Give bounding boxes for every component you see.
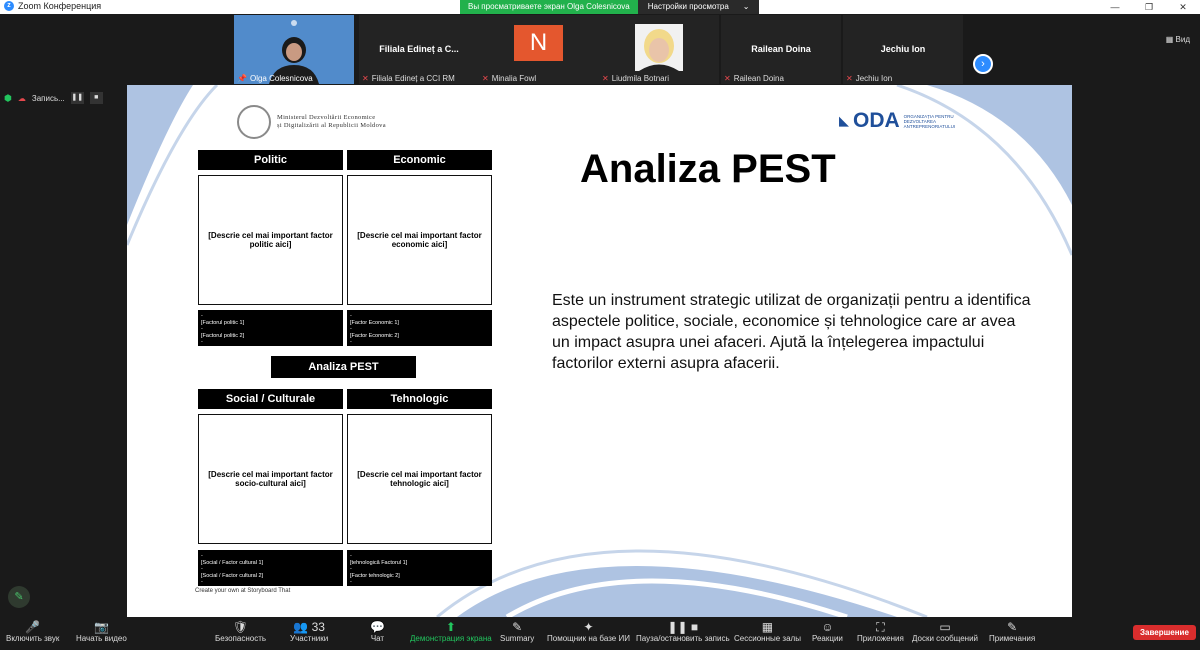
share-screen-icon: ⬆ <box>445 620 456 634</box>
stop-recording-control[interactable]: ■ <box>90 92 103 104</box>
participant-tile-railean[interactable] <box>721 15 841 84</box>
security-button[interactable] <box>215 620 266 643</box>
oda-logo <box>839 109 964 133</box>
note-line: [Factorul politic 1] <box>201 319 245 326</box>
whiteboards-icon: ▭ <box>939 620 951 634</box>
participant-label <box>362 74 455 83</box>
security-icon: 🛡 <box>232 620 249 634</box>
participant-name: Olga Colesnicova <box>249 74 313 83</box>
chat-icon: 💬 <box>370 620 385 634</box>
note-line: - <box>201 553 203 559</box>
participant-label <box>237 74 313 83</box>
ministry-seal-icon <box>237 105 271 139</box>
mic-off-icon: ✕ <box>724 74 731 83</box>
notes-button[interactable] <box>989 620 1035 643</box>
shared-slide <box>127 85 1072 617</box>
participant-label <box>482 74 536 83</box>
ministry-line-1: Ministerul Dezvoltării Economice <box>277 114 376 121</box>
pin-icon: 📌 <box>237 74 247 83</box>
zoom-logo-icon: z <box>4 1 14 11</box>
quadrant-header-social: Social / Culturale <box>198 389 343 409</box>
note-line: - <box>350 579 352 585</box>
note-line <box>350 586 489 587</box>
oda-name: ODA <box>853 109 900 132</box>
mute-button[interactable] <box>6 620 59 643</box>
pest-center-label: Analiza PEST <box>271 356 416 378</box>
meeting-toolbar <box>0 617 1200 650</box>
share-status-text: Вы просматриваете экран Olga Colesnicova <box>460 0 638 14</box>
participant-tile-jechiu[interactable] <box>843 15 963 84</box>
pause-recording-button[interactable] <box>636 620 730 643</box>
participants-button[interactable] <box>290 620 328 643</box>
summary-label: Summary <box>500 634 535 643</box>
participant-tile-minalia[interactable] <box>479 15 599 84</box>
quadrant-notes-economic <box>347 310 492 346</box>
summary-button[interactable] <box>500 620 534 643</box>
view-settings-label: Настройки просмотра <box>647 2 729 11</box>
quadrant-notes-social <box>198 550 343 586</box>
participant-display-name: Jechiu Ion <box>880 44 926 54</box>
notes-icon: ✎ <box>1007 620 1018 634</box>
note-line: [Factor tehnologic 2] <box>350 572 400 579</box>
note-line: - <box>350 339 352 345</box>
quadrant-body-tehnologic: [Descrie cel mai important factor tehnologic aici] <box>347 414 492 544</box>
quadrant-notes-tehnologic <box>347 550 492 586</box>
mic-off-icon: ✕ <box>846 74 853 83</box>
note-line: - <box>350 566 352 572</box>
quadrant-body-politic: [Descrie cel mai important factor politic aici] <box>198 175 343 305</box>
breakout-rooms-label: Сессионные залы <box>734 634 801 643</box>
whiteboards-label: Доски сообщений <box>912 634 979 643</box>
participants-label: Участники <box>290 634 329 643</box>
oda-mark-icon: ◣ <box>839 113 849 128</box>
note-line: [Factorul politic 2] <box>201 332 245 339</box>
note-line: - <box>350 553 352 559</box>
note-line: - <box>201 579 203 585</box>
participant-label <box>724 74 784 83</box>
note-line: [Social / Factor cultural 1] <box>201 559 264 566</box>
chat-label: Чат <box>370 634 385 643</box>
participant-name: Jechiu Ion <box>855 74 893 83</box>
note-line: - <box>350 313 352 319</box>
note-line <box>201 586 340 587</box>
apps-label: Приложения <box>857 634 904 643</box>
slide-description: Este un instrument strategic utilizat de organizații pentru a identifica aspectele politice, sociale, economice și tehnologice care ar avea un impact asupra unei afaceri. Ajută la înțelegerea impactului factorilor externi asupra afacerii. <box>552 292 1031 372</box>
note-line: - <box>201 313 203 319</box>
reactions-label: Реакции <box>812 634 843 643</box>
storyboard-credit: Create your own at Storyboard That <box>195 588 291 594</box>
share-banner <box>460 0 759 14</box>
participant-strip <box>0 14 1200 85</box>
participant-photo <box>635 24 683 71</box>
grid-icon: ▦ <box>1165 35 1174 44</box>
end-meeting-button[interactable]: Завершение <box>1133 625 1196 640</box>
note-line: [Social / Factor cultural 2] <box>201 572 264 579</box>
ministry-line-2: și Digitalizării al Republicii Moldova <box>277 122 386 129</box>
note-line <box>201 346 340 347</box>
reactions-icon: ☺ <box>821 620 834 634</box>
participants-icon: 👥 33 <box>293 620 325 634</box>
participant-label <box>602 74 669 83</box>
participant-tile-filiala[interactable] <box>359 15 479 84</box>
minimize-button[interactable]: — <box>1110 2 1120 12</box>
quadrant-header-economic: Economic <box>347 150 492 170</box>
participant-name: Railean Doina <box>733 74 784 83</box>
app-title <box>4 1 101 11</box>
slide-title: Analiza PEST <box>580 147 836 191</box>
share-screen-label: Демонстрация экрана <box>410 634 492 643</box>
ai-assistant-label: Помощник на базе ИИ <box>547 634 630 643</box>
note-line: - <box>201 326 203 332</box>
recording-label: Запись... <box>31 93 65 103</box>
chevron-right-icon[interactable]: › <box>973 54 993 74</box>
start-video-icon: 📷 <box>93 620 109 634</box>
start-video-label: Начать видео <box>76 634 127 643</box>
note-line: [Factor Economic 1] <box>350 319 399 326</box>
quadrant-body-social: [Descrie cel mai important factor socio-cultural aici] <box>198 414 343 544</box>
maximize-button[interactable]: ❐ <box>1144 2 1154 12</box>
ai-assistant-button[interactable] <box>547 620 630 643</box>
mute-icon: 🎤 <box>25 620 41 634</box>
breakout-rooms-button[interactable] <box>734 620 801 643</box>
participant-name: Minalia Fowl <box>491 74 537 83</box>
ministry-logo <box>237 105 386 139</box>
participant-name: Liudmila Botnari <box>611 74 670 83</box>
note-line: - <box>201 566 203 572</box>
mic-off-icon: ✕ <box>482 74 489 83</box>
view-settings-button[interactable] <box>638 0 760 14</box>
note-line: - <box>350 326 352 332</box>
chevron-down-icon: ⌄ <box>742 2 750 11</box>
view-button[interactable] <box>1166 35 1190 44</box>
reactions-button[interactable] <box>812 620 843 643</box>
window-controls <box>1098 0 1200 14</box>
note-line: [Factor Economic 2] <box>350 332 399 339</box>
quadrant-notes-politic <box>198 310 343 346</box>
note-line <box>350 346 489 347</box>
start-video-button[interactable] <box>76 620 127 643</box>
notes-label: Примечания <box>989 634 1036 643</box>
quadrant-body-economic: [Descrie cel mai important factor economic aici] <box>347 175 492 305</box>
mic-off-icon: ✕ <box>362 74 369 83</box>
shield-icon: ⬢ <box>4 92 12 103</box>
participant-display-name: Railean Doina <box>751 44 811 54</box>
pause-recording-icon: ❚❚ ■ <box>667 620 699 634</box>
annotate-pen-icon[interactable]: ✎ <box>8 586 30 608</box>
note-line: [tehnologică Factorul 1] <box>350 559 408 566</box>
whiteboards-button[interactable] <box>912 620 978 643</box>
window-title: Zoom Конференция <box>18 1 102 11</box>
oda-subtitle: ORGANIZAȚIA PENTRU DEZVOLTAREA ANTREPRENORIATULUI <box>903 113 956 129</box>
close-button[interactable]: ✕ <box>1179 2 1187 12</box>
mute-label: Включить звук <box>6 634 60 643</box>
note-line: - <box>201 339 203 345</box>
quadrant-header-politic: Politic <box>198 150 343 170</box>
participant-tile-olga[interactable] <box>234 15 354 84</box>
apps-button[interactable] <box>857 620 904 643</box>
pause-recording-label: Пауза/остановить запись <box>636 634 730 643</box>
share-screen-button[interactable] <box>410 620 492 643</box>
ai-assistant-icon: ✦ <box>583 620 594 634</box>
cloud-record-icon: ☁ <box>17 93 26 103</box>
security-label: Безопасность <box>215 634 267 643</box>
quadrant-header-tehnologic: Tehnologic <box>347 389 492 409</box>
summary-icon: ✎ <box>512 620 523 634</box>
participant-avatar: N <box>514 25 563 61</box>
pause-recording-control[interactable]: ❚❚ <box>71 92 84 104</box>
participant-display-name: Filiala Edineț a C... <box>379 44 459 54</box>
participant-label <box>846 74 892 83</box>
chat-button[interactable] <box>370 620 385 643</box>
participant-tile-liudmila[interactable] <box>599 15 719 84</box>
breakout-rooms-icon: ▦ <box>761 620 774 634</box>
participant-name: Filiala Edineț a CCI RM <box>371 74 455 83</box>
view-label: Вид <box>1175 35 1190 44</box>
apps-icon: ⛶ <box>876 620 885 634</box>
mic-off-icon: ✕ <box>602 74 609 83</box>
window-titlebar <box>0 0 1200 14</box>
